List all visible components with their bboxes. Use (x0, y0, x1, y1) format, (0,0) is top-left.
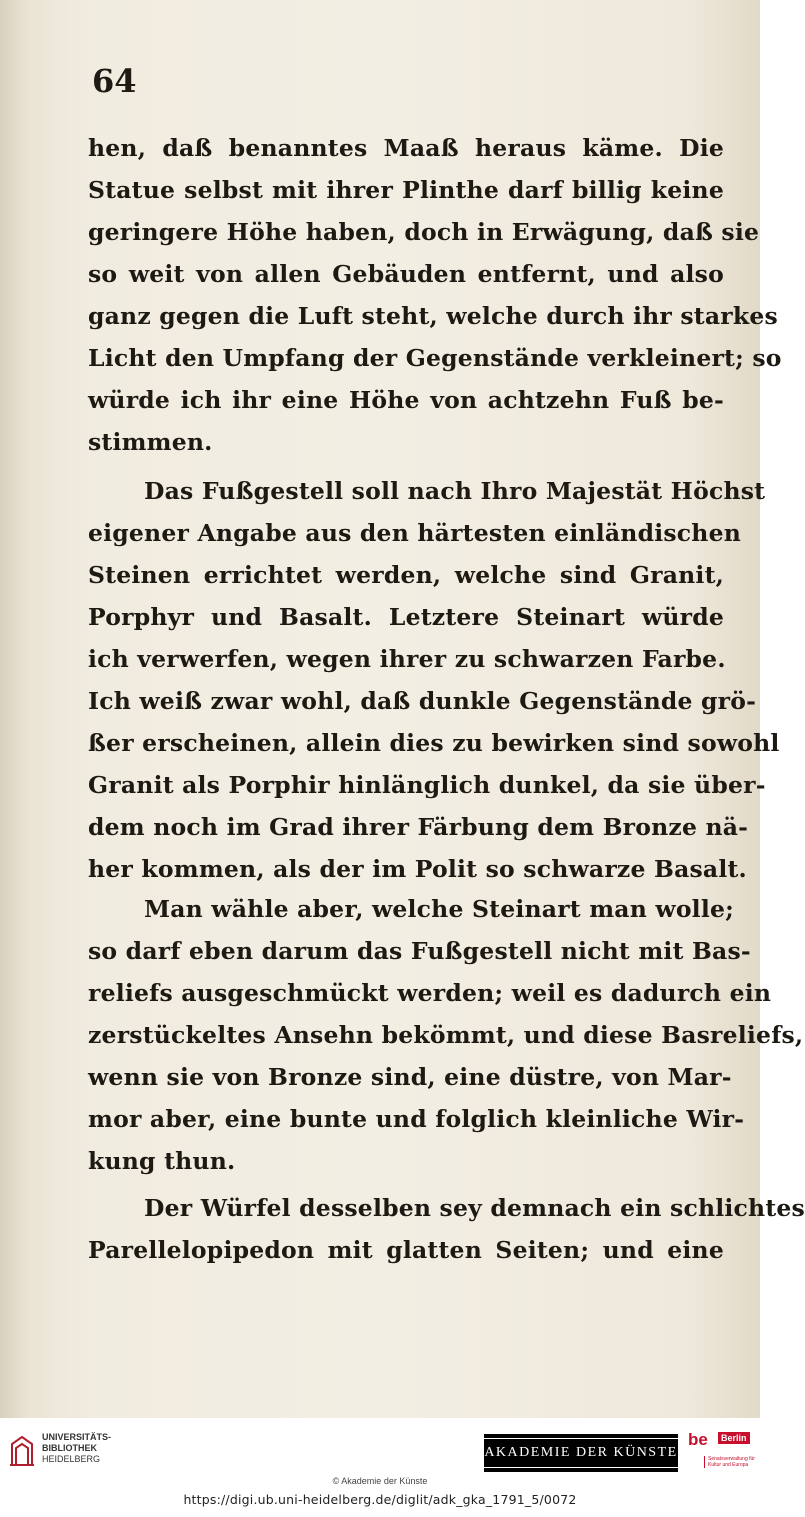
text-line: Parellelopipedon mit glatten Seiten; und eine (88, 1236, 724, 1264)
university-library-logo[interactable] (8, 1432, 118, 1476)
berlin-subtitle: Senatsverwaltung für Kultur und Europa (704, 1456, 760, 1468)
library-name-line: UNIVERSITÄTS- (42, 1432, 112, 1442)
text-line: so darf eben darum das Fußgestell nicht mit Bas- (88, 937, 751, 965)
text-line: Das Fußgestell soll nach Ihro Majestät Höchst (144, 477, 766, 505)
copyright-notice: © Akademie der Künste (332, 1476, 428, 1486)
text-line: ßer erscheinen, allein dies zu bewirken sind sowohl (88, 729, 780, 757)
text-line: Ich weiß zwar wohl, daß dunkle Gegenstände grö- (88, 687, 757, 715)
page-number: 64 (92, 62, 137, 100)
text-line: Der Würfel desselben sey demnach ein schlichtes (144, 1194, 805, 1222)
text-line: so weit von allen Gebäuden entfernt, und also (88, 260, 724, 288)
text-line: dem noch im Grad ihrer Färbung dem Bronze nä- (88, 813, 749, 841)
text-line: mor aber, eine bunte und folglich kleinliche Wir- (88, 1105, 745, 1133)
text-line: reliefs ausgeschmückt werden; weil es dadurch ein (88, 979, 772, 1007)
text-line: ganz gegen die Luft steht, welche durch ihr starkes (88, 302, 778, 330)
text-line: her kommen, als der im Polit so schwarze Basalt. (88, 855, 747, 883)
paragraph-3 (88, 888, 804, 1182)
permalink-url[interactable]: https://digi.ub.uni-heidelberg.de/diglit/adk_gka_1791_5/0072 (183, 1492, 577, 1507)
text-line: stimmen. (88, 428, 213, 456)
text-line: Statue selbst mit ihrer Plinthe darf billig keine (88, 176, 724, 204)
berlin-box: Berlin (718, 1432, 750, 1444)
library-emblem-icon (8, 1434, 36, 1468)
text-line: geringere Höhe haben, doch in Erwägung, daß sie (88, 218, 760, 246)
text-line: wenn sie von Bronze sind, eine düstre, von Mar- (88, 1063, 732, 1091)
berlin-be-mark: be (688, 1430, 708, 1449)
text-line: Granit als Porphir hinlänglich dunkel, da sie über- (88, 771, 766, 799)
text-line: kung thun. (88, 1147, 236, 1175)
text-line: würde ich ihr eine Höhe von achtzehn Fuß be- (88, 386, 724, 414)
text-line: hen, daß benanntes Maaß heraus käme. Die (88, 134, 724, 162)
text-line: Steinen errichtet werden, welche sind Granit, (88, 561, 724, 589)
text-line: Man wähle aber, welche Steinart man wolle; (144, 895, 734, 923)
paragraph-1 (88, 127, 782, 463)
akademie-label: AKADEMIE DER KÜNSTE (475, 1438, 686, 1468)
paragraph-4 (88, 1187, 805, 1271)
library-name-line: HEIDELBERG (42, 1454, 101, 1464)
library-name (42, 1432, 111, 1465)
library-name-line: BIBLIOTHEK (42, 1443, 97, 1453)
viewer-footer (0, 1418, 760, 1517)
text-line: Licht den Umpfang der Gegenstände verkleinert; so (88, 344, 782, 372)
akademie-logo[interactable] (484, 1434, 678, 1472)
text-line: eigener Angabe aus den härtesten einländischen (88, 519, 742, 547)
text-line: ich verwerfen, wegen ihrer zu schwarzen Farbe. (88, 645, 726, 673)
berlin-senate-logo[interactable] (688, 1430, 754, 1478)
paragraph-2 (88, 470, 780, 890)
text-line: Porphyr und Basalt. Letztere Steinart würde (88, 603, 724, 631)
text-line: zerstückeltes Ansehn bekömmt, und diese Basreliefs, (88, 1021, 804, 1049)
